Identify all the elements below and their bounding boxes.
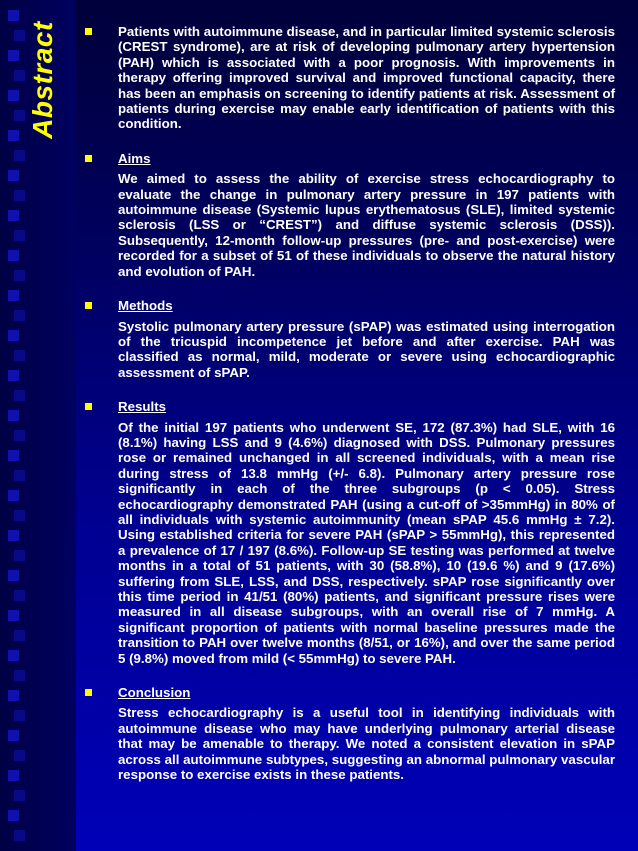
decorative-square <box>14 630 25 641</box>
section-body: Of the initial 197 patients who underwent SE, 172 (87.3%) had SLE, with 16 (8.1%) having LSS and 9 (4.6%) diagnosed with DSS. Pulmonary pressures rose or remained unchanged in all screened individuals, with a mean rise during stress of 13.8 mmHg (+/- 6.8). Pulmonary artery pressure rose significantly in each of the three subgroups (p < 0.05). Stress echocardiography demonstrated PAH (using a cut-off of >35mmHg) in 80% of all individuals with systemic autoimmunity (mean sPAP 45.6 mmHg ± 7.2). Using established criteria for severe PAH (sPAP > 55mmHg), this represented a prevalence of 17 / 197 (8.6%). Follow-up SE testing was performed at twelve months in a total of 51 patients, with 30 (58.8%), 10 (19.6 %) and 9 (17.6%) suffering from SLE, LSS, and DSS, respectively. sPAP rose significantly over this time period in 41/51 (80%) patients, and significant pressure rises were measured in all disease subgroups, with an overall rise of 7 mmHg. A significant proportion of patients with normal baseline pressures made the transition to PAH over twelve months (8/51, or 16%), and over the same period 5 (9.8%) moved from mild (< 55mmHg) to severe PAH. <box>118 419 615 666</box>
decorative-square <box>8 410 19 421</box>
decorative-square <box>8 130 19 141</box>
decorative-square <box>14 830 25 841</box>
decorative-square <box>14 430 25 441</box>
decorative-square <box>14 470 25 481</box>
decorative-square <box>14 590 25 601</box>
section-methods <box>85 298 615 380</box>
decorative-square <box>8 770 19 781</box>
decorative-square <box>8 290 19 301</box>
section-results <box>85 399 615 666</box>
decorative-square <box>14 190 25 201</box>
section-body: We aimed to assess the ability of exercise stress echocardiography to evaluate the change in pulmonary artery pressure in 197 patients with autoimmune disease (Systemic lupus erythematosus (SLE), limited systemic sclerosis (LSS or “CREST”) and diffuse systemic sclerosis (DSS)). Subsequently, 12-month follow-up pressures (pre- and post-exercise) were recorded for a subset of 51 of these individuals to observe the natural history and evolution of PAH. <box>118 171 615 279</box>
decorative-square <box>14 790 25 801</box>
decorative-square <box>8 450 19 461</box>
section-body: Systolic pulmonary artery pressure (sPAP) was estimated using interrogation of the tricuspid incompetence jet before and after exercise. PAH was classified as normal, mild, moderate or severe using echocardiographic assessment of sPAP. <box>118 318 615 380</box>
decorative-square <box>8 490 19 501</box>
decorative-square <box>14 710 25 721</box>
decorative-square <box>8 690 19 701</box>
decorative-square <box>14 510 25 521</box>
bullet-icon <box>85 155 92 162</box>
decorative-square <box>8 530 19 541</box>
bullet-icon <box>85 403 92 410</box>
page-title: Abstract <box>27 21 58 139</box>
decorative-square <box>8 210 19 221</box>
section-heading: Aims <box>118 150 151 166</box>
section-heading: Methods <box>118 298 173 314</box>
section-conclusion <box>85 685 615 782</box>
decorative-square <box>8 170 19 181</box>
section-heading: Results <box>118 399 167 415</box>
decorative-square <box>8 50 19 61</box>
decorative-square <box>8 330 19 341</box>
section-aims <box>85 151 615 279</box>
section-body: Patients with autoimmune disease, and in particular limited systemic sclerosis (CREST syndrome), are at risk of developing pulmonary artery hypertension (PAH) which is associated with a poor prognosis. With improvements in therapy offering improved survival and improved functional capacity, there has been an emphasis on screening to identify patients at risk. Assessment of patients during exercise may enable early identification of patients with this condition. <box>118 24 615 132</box>
decorative-square <box>8 250 19 261</box>
section-heading: Conclusion <box>118 685 191 701</box>
decorative-square <box>8 730 19 741</box>
abstract-content <box>85 24 615 801</box>
decorative-square <box>8 570 19 581</box>
decorative-square <box>14 230 25 241</box>
decorative-square <box>8 810 19 821</box>
bullet-icon <box>85 28 92 35</box>
section-intro <box>85 24 615 132</box>
decorative-square <box>8 610 19 621</box>
decorative-square <box>14 350 25 361</box>
decorative-square <box>14 150 25 161</box>
section-body: Stress echocardiography is a useful tool in identifying individuals with autoimmune disease who may have underlying pulmonary arterial disease that may be amenable to therapy. We noted a consistent elevation in sPAP across all autoimmune subtypes, suggesting an abnormal pulmonary vascular response to exercise exists in these patients. <box>118 705 615 783</box>
decorative-square <box>14 670 25 681</box>
bullet-icon <box>85 689 92 696</box>
decorative-square <box>14 390 25 401</box>
decorative-square <box>8 10 19 21</box>
decorative-square <box>14 310 25 321</box>
bullet-icon <box>85 302 92 309</box>
decorative-square <box>14 550 25 561</box>
decorative-square <box>14 270 25 281</box>
decorative-square <box>8 370 19 381</box>
decorative-square <box>14 750 25 761</box>
decorative-square <box>8 90 19 101</box>
decorative-square <box>8 650 19 661</box>
